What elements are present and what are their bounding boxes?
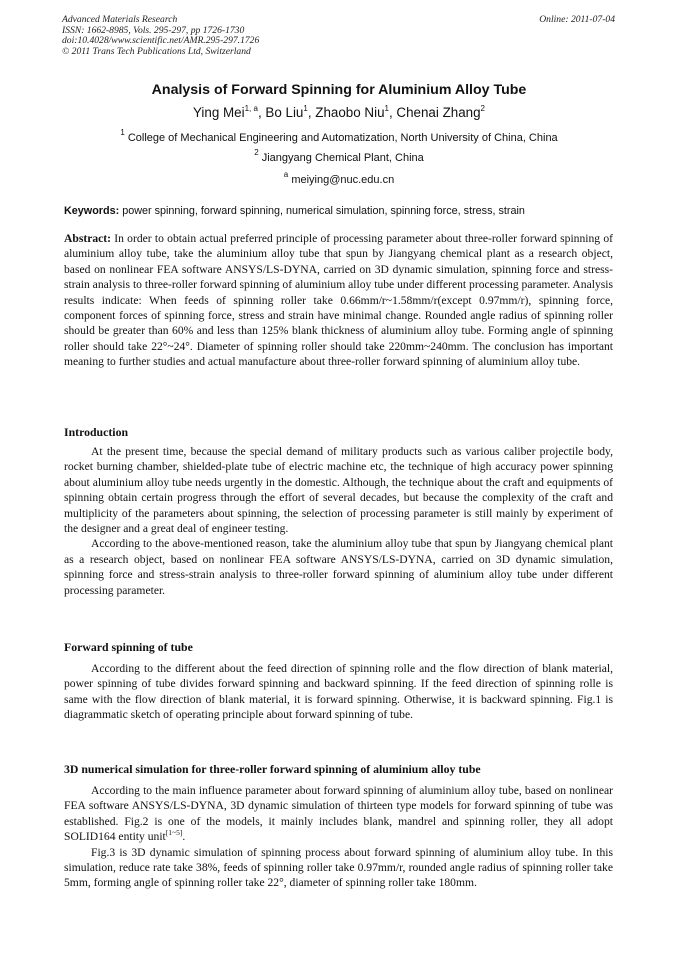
online-date: Online: 2011-07-04 [539,14,615,25]
copyright-line: © 2011 Trans Tech Publications Ltd, Switzerland [62,45,251,57]
paragraph: According to the different about the feed direction of spinning rolle and the flow direction of blank material, power spinning of tube divides forward spinning and backward spinning. If the feed direction of spinning rolle is same with the flow direction of blank material, it is forward spinning. Otherwise, it is backward spinning. Fig.1 is diagrammatic sketch of operating principle about forward spinning of tube. [64,662,613,722]
keywords-text: power spinning, forward spinning, numerical simulation, spinning force, stress, strain [122,205,525,217]
affiliation-1 [0,128,678,145]
email-mark: a [283,170,289,179]
author-name: Chenai Zhang [396,105,481,120]
introduction-body [64,444,613,598]
affiliation-text: College of Mechanical Engineering and Automatization, North University of China, China [127,132,558,144]
citation: [1~5] [165,828,183,838]
affiliation-2 [0,148,678,165]
simulation-body [64,783,613,891]
section-heading-forward-spinning: Forward spinning of tube [64,640,193,654]
doi-line: doi:10.4028/www.scientific.net/AMR.295-297.1726 [62,35,260,46]
forward-spinning-body [64,661,613,723]
affiliation-text: Jiangyang Chemical Plant, China [261,152,424,164]
issn-line: ISSN: 1662-8985, Vols. 295-297, pp 1726-1730 [62,24,245,36]
keywords-label: Keywords: [64,205,120,217]
author-affiliation-mark: 2 [480,104,485,113]
abstract-text: In order to obtain actual preferred principle of processing parameter about three-roller forward spinning of aluminium alloy tube, take the aluminium alloy tube that spun by Jiangyang chemical plant as a research object, based on nonlinear FEA software ANSYS/LS-DYNA, carried on 3D dynamic simulation, spinning force and stress-strain analysis to three-roller forward spinning of aluminium alloy tube under different processing parameter. Analysis results indicate: When feeds of spinning roller take 0.66mm/r~1.58mm/r(except 0.97mm/r), spinning force, component forces of spinning force, stress and strain have minimal change. Rounded angle radius of spinning roller should be greater than 60% and less than 125% blank thickness of aluminium alloy tube. Forming angle of spinning roller should take 22°~24°. Diameter of spinning roller should take 220mm~240mm. The conclusion has important meaning to further studies and actual manufacture about three-roller forward spinning of aluminium alloy tube. [64,232,613,369]
abstract [64,231,613,370]
paragraph: At the present time, because the special demand of military products such as various caliber projectile body, rocket burning chamber, shielded-plate tube of electric machine etc, the technique of high accuracy power spinning about aluminium alloy tube needs urgently in the domestic. Although, the technique about the craft and equipments of spinning obtain certain progress through the effort of several decades, but because the complexity of the craft and multiplicity of the parameters about spinning, the selection of processing parameter is still mainly by experiment of the designer and a great deal of engineer testing. [64,445,613,536]
author-affiliation-mark: 1, a [244,104,258,113]
author-name: Ying Mei [193,105,245,120]
paper-title: Analysis of Forward Spinning for Aluminium Alloy Tube [151,82,527,98]
section-heading-simulation: 3D numerical simulation for three-roller forward spinning of aluminium alloy tube [64,762,481,776]
author-separator: , [307,105,316,120]
paragraph [64,783,613,845]
author-affiliation-mark: 1 [384,104,389,113]
email-text: meiying@nuc.edu.cn [291,174,395,186]
journal-name: Advanced Materials Research [62,14,178,25]
author-name: Bo Liu [265,105,304,120]
publication-info [62,15,259,57]
author-separator: , [257,105,266,120]
paragraph-text: According to the main influence parameter about forward spinning of aluminium alloy tube, based on nonlinear FEA software ANSYS/LS-DYNA, 3D dynamic simulation of thirteen type models for forward spinning of tube was established. Fig.2 is one of the models, it mainly includes blank, mandrel and spinning roller, they all adopt SOLID164 entity unit [64,784,613,844]
author-email [0,170,678,187]
paragraph: Fig.3 is 3D dynamic simulation of spinning process about forward spinning of aluminium alloy tube. In this simulation, reduce rate take 38%, feeds of spinning roller take 0.97mm/r, rounded angle radius of spinning roller take 5mm, forming angle of spinning roller take 22°, diameter of spinning roller take 180mm. [64,845,613,890]
affiliation-mark: 2 [254,148,259,157]
abstract-label: Abstract: [64,232,112,245]
author-affiliation-mark: 1 [303,104,308,113]
paragraph: According to the above-mentioned reason, take the aluminium alloy tube that spun by Jiangyang chemical plant as a research object, based on nonlinear FEA software ANSYS/LS-DYNA, carried on 3D dynamic simulation, spinning force and stress-strain analysis to three-roller forward spinning of aluminium alloy tube under different processing parameter. [64,537,613,597]
author-list [0,104,678,122]
section-heading-introduction: Introduction [64,425,129,439]
author-separator: , [388,105,397,120]
author-name: Zhaobo Niu [315,105,385,120]
keywords [64,204,620,218]
affiliation-mark: 1 [120,128,125,137]
paragraph-end: . [182,830,186,844]
